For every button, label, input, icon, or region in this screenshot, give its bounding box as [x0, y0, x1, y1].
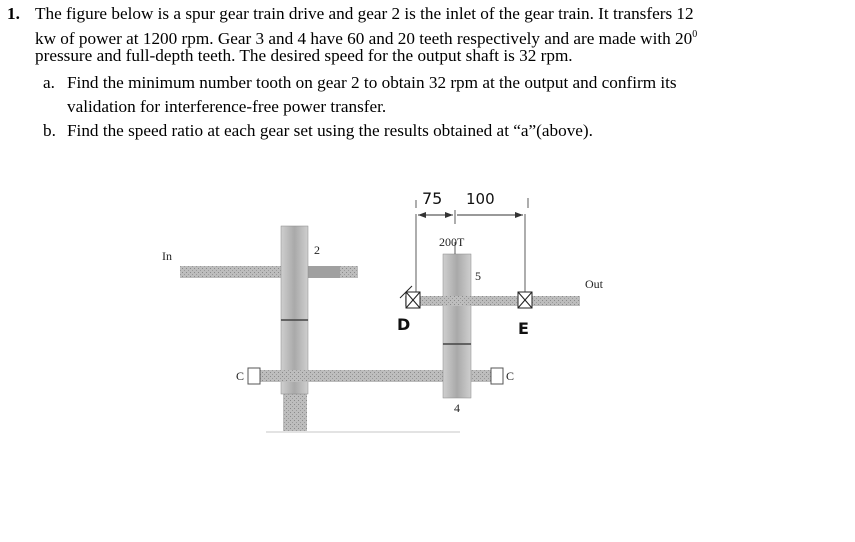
label-gear-2: 2 [314, 243, 320, 257]
part-b-marker: b. [43, 121, 56, 140]
problem-line-2: kw of power at 1200 rpm. Gear 3 and 4 have 60 and 20 teeth respectively and are made with $20^0$ [35, 29, 698, 48]
part-b-line-1: Find the speed ratio at each gear set using the results obtained at “a”(above). [67, 121, 593, 140]
gear-train-diagram [150, 180, 650, 440]
bearing-e [518, 292, 532, 308]
problem-line-1: The figure below is a spur gear train drive and gear 2 is the inlet of the gear train. It transfers 12 [35, 4, 694, 23]
gear-4 [443, 344, 471, 398]
gear-2 [281, 226, 308, 320]
dim-arrow-75-left [418, 212, 426, 218]
dim-arrow-100-right [515, 212, 523, 218]
part-a-line-2: validation for interference-free power transfer. [67, 97, 387, 116]
label-c-left: C [236, 369, 245, 383]
bearing-d [400, 286, 420, 308]
bearing-c-left [248, 368, 260, 384]
label-teeth: 200T [439, 235, 465, 249]
label-c-right: C [506, 369, 515, 383]
label-in: In [162, 249, 172, 263]
problem-line-3: pressure and full-depth teeth. The desired speed for the output shaft is 32 rpm. [35, 46, 573, 65]
dim-arrow-75-right [445, 212, 453, 218]
output-shaft [405, 296, 580, 306]
label-dim-75: 75 [422, 189, 443, 208]
degree-superscript: 0 [692, 29, 698, 40]
part-a-marker: a. [43, 73, 55, 92]
label-gear-4: 4 [454, 401, 460, 415]
label-gear-5: 5 [475, 269, 481, 283]
bearing-c-right [491, 368, 503, 384]
label-out: Out [585, 277, 603, 291]
gear-train-figure [150, 180, 650, 440]
problem-number: 1. [7, 4, 20, 23]
label-dim-100: 100 [466, 190, 495, 208]
label-bearing-d: D [397, 315, 411, 334]
label-bearing-e: E [518, 319, 529, 338]
gear-3 [281, 320, 308, 394]
part-a-line-1: Find the minimum number tooth on gear 2 to obtain 32 rpm at the output and confirm its [67, 73, 677, 92]
